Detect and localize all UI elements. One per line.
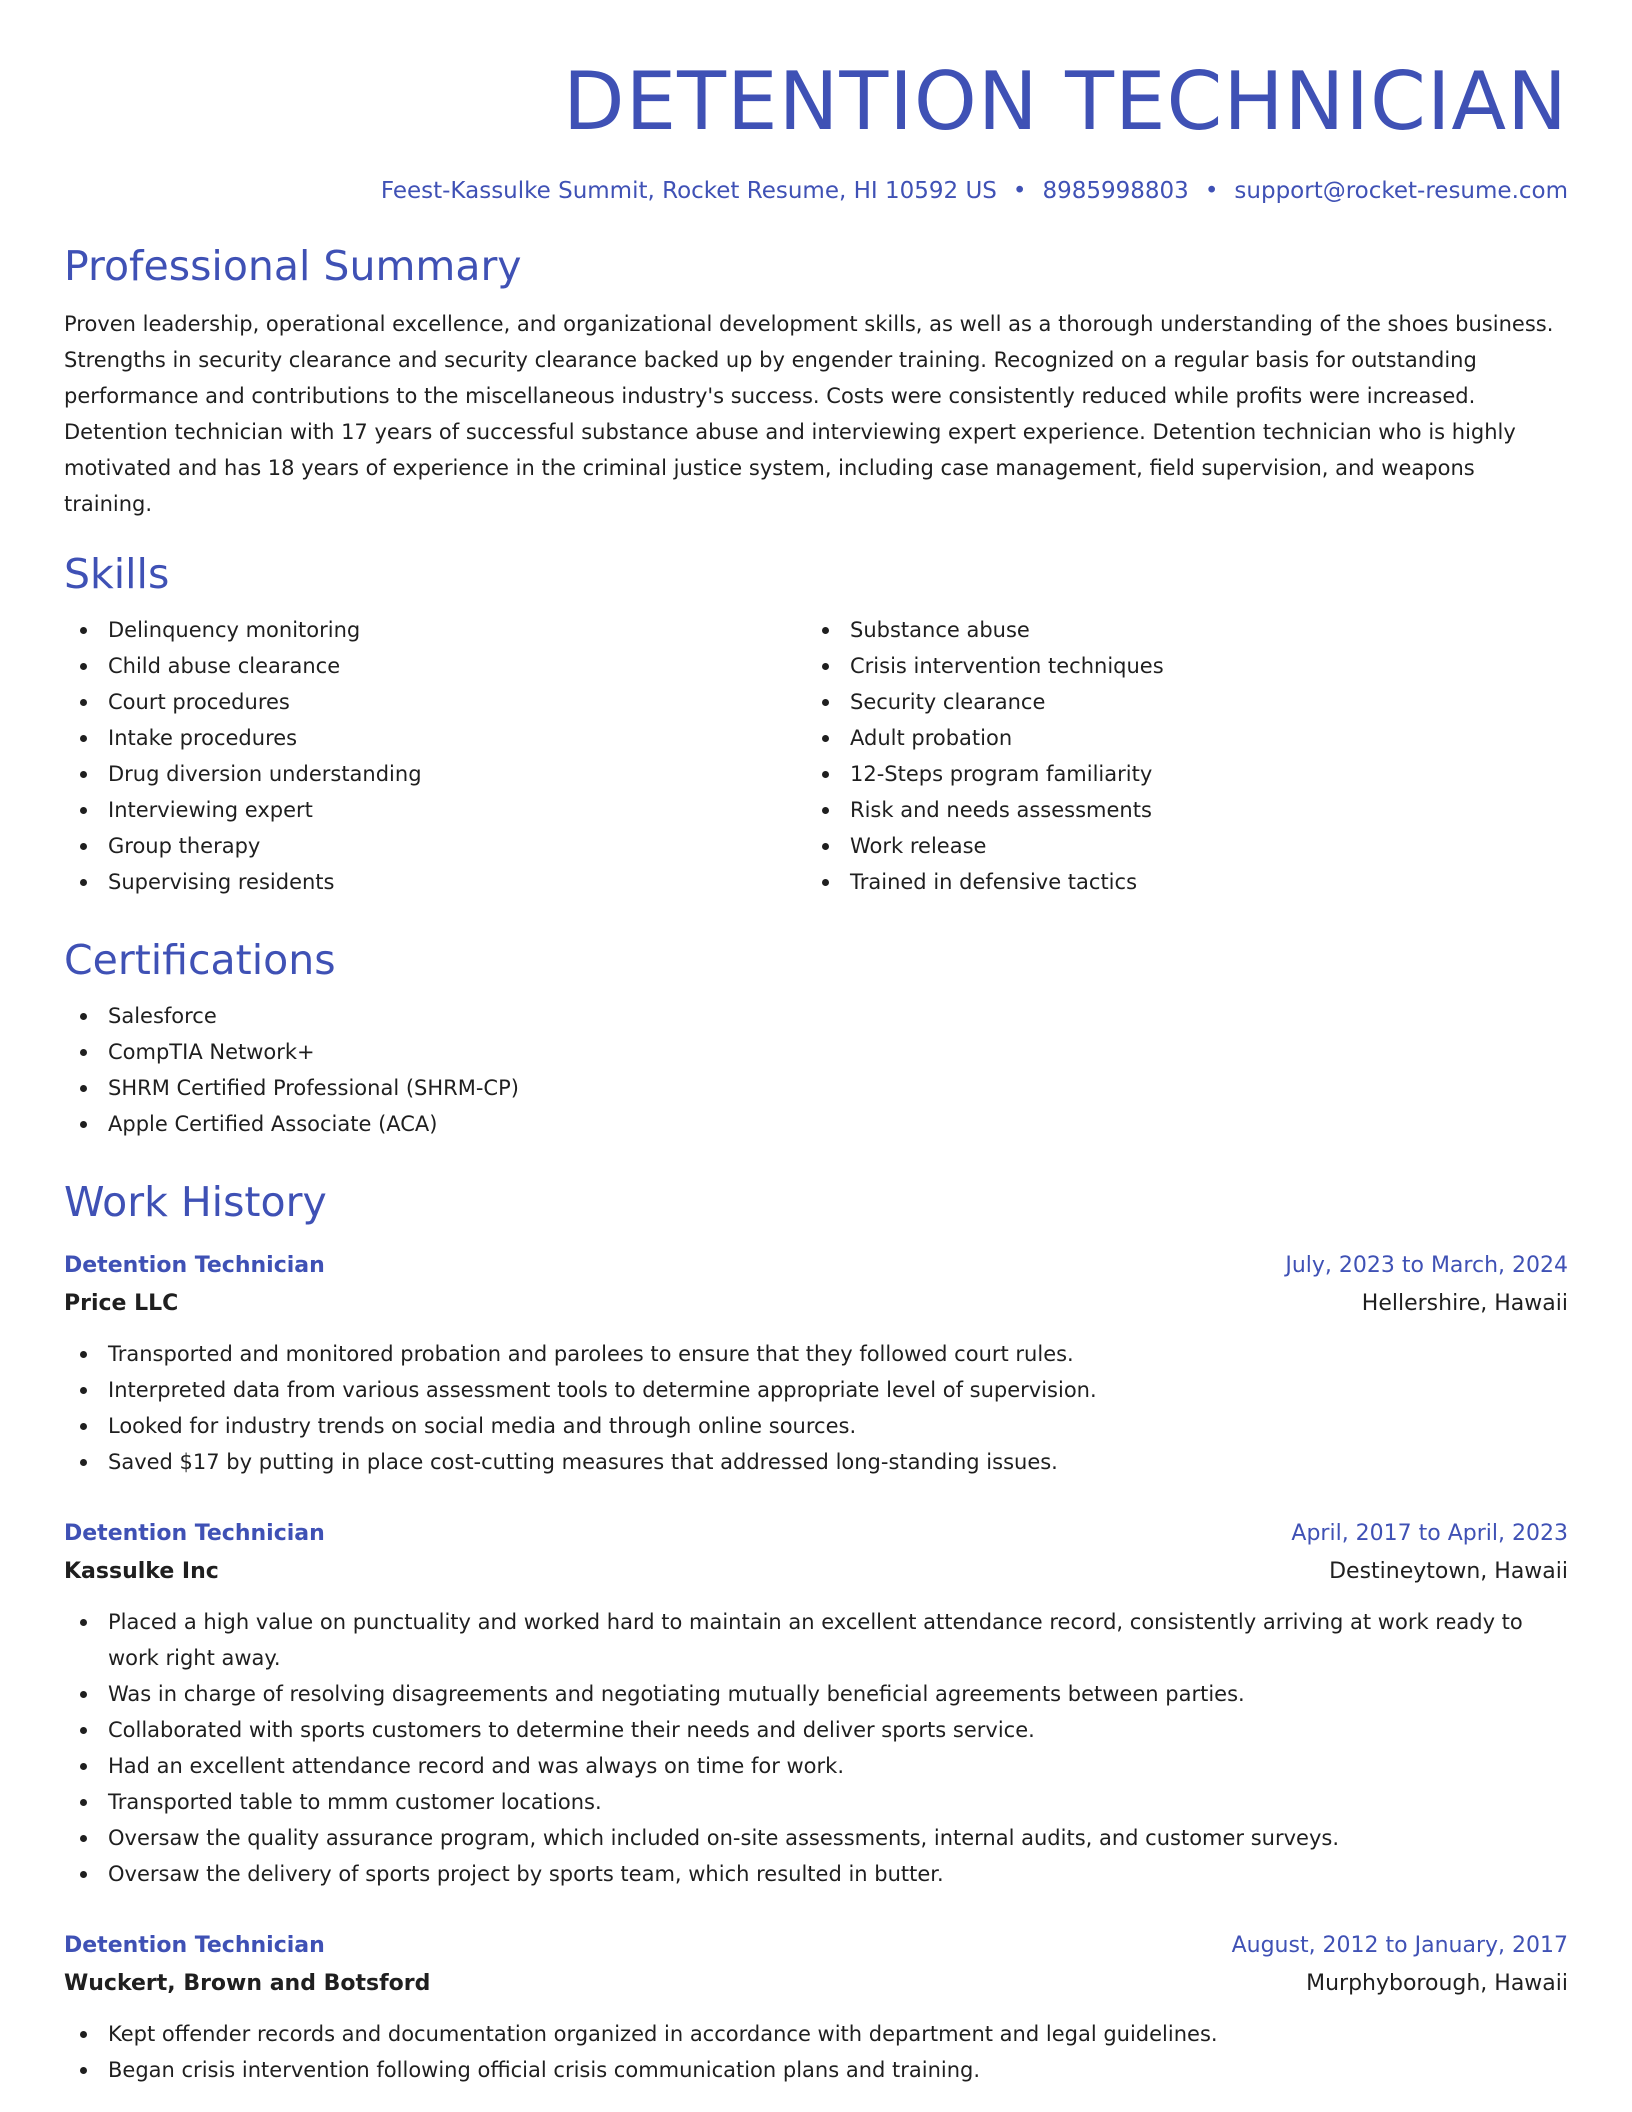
contact-address: Feest-Kassulke Summit, Rocket Resume, HI 10592 US [380, 178, 997, 204]
skill-item: Supervising residents [64, 864, 806, 900]
skill-item: Group therapy [64, 828, 806, 864]
job-entry [64, 1248, 1568, 1480]
resume-name: DETENTION TECHNICIAN [563, 55, 1568, 148]
job-bullets [64, 1336, 1568, 1480]
job-bullet: Oversaw the delivery of sports project by sports team, which resulted in butter. [64, 1856, 1568, 1892]
job-bullet: Collaborated with sports customers to determine their needs and deliver sports service. [64, 1712, 1568, 1748]
contact-email[interactable]: support@rocket-resume.com [1234, 178, 1568, 204]
skills-section [64, 548, 1568, 900]
skill-item: Substance abuse [806, 612, 1548, 648]
skill-item: Intake procedures [64, 720, 806, 756]
section-title-work-history: Work History [64, 1178, 327, 1226]
skills-list-left [64, 612, 806, 900]
certification-item: Salesforce [64, 998, 1568, 1034]
job-bullet: Was in charge of resolving disagreements and negotiating mutually beneficial agreements between parties. [64, 1676, 1568, 1712]
skill-item: Risk and needs assessments [806, 792, 1548, 828]
skill-item: Crisis intervention techniques [806, 648, 1548, 684]
job-bullet: Looked for industry trends on social media and through online sources. [64, 1408, 1568, 1444]
job-header-row [64, 1248, 1568, 1284]
certifications-list [64, 998, 1568, 1142]
job-dates: August, 2012 to January, 2017 [1231, 1933, 1568, 1958]
certifications-section [64, 934, 1568, 1142]
skill-item: Security clearance [806, 684, 1548, 720]
job-dates: July, 2023 to March, 2024 [1285, 1253, 1568, 1278]
skills-grid [64, 612, 1568, 900]
skill-item: 12-Steps program familiarity [806, 756, 1548, 792]
section-title-summary: Professional Summary [64, 242, 522, 290]
job-company-row [64, 1964, 1568, 2004]
skill-item: Adult probation [806, 720, 1548, 756]
job-bullet: Began crisis intervention following official crisis communication plans and training. [64, 2052, 1568, 2088]
certification-item: SHRM Certified Professional (SHRM-CP) [64, 1070, 1568, 1106]
skills-column-left [64, 612, 806, 900]
skill-item: Delinquency monitoring [64, 612, 806, 648]
job-bullet: Oversaw the quality assurance program, which included on-site assessments, internal audits, and customer surveys. [64, 1820, 1568, 1856]
contact-separator: • [1204, 178, 1219, 204]
job-company: Price LLC [64, 1291, 179, 1316]
job-company: Wuckert, Brown and Botsford [64, 1971, 431, 1996]
job-title: Detention Technician [64, 1933, 325, 1958]
job-bullet: Saved $17 by putting in place cost-cutting measures that addressed long-standing issues. [64, 1444, 1568, 1480]
work-history-section [64, 1176, 1568, 2088]
job-bullet: Kept offender records and documentation organized in accordance with department and legal guidelines. [64, 2016, 1568, 2052]
summary-text: Proven leadership, operational excellence, and organizational development skills, as well as a thorough understanding of the shoes business. Strengths in security clearance and security clearance backed up by engender training. Recognized on a regular basis for outstanding performance and contributions to the miscellaneous industry's success. Costs were consistently reduced while profits were increased. Detention technician with 17 years of successful substance abuse and interviewing expert experience. Detention technician who is highly motivated and has 18 years of experience in the criminal justice system, including case management, field supervision, and weapons training. [64, 312, 1554, 516]
contact-line [64, 176, 1568, 206]
job-bullet: Had an excellent attendance record and was always on time for work. [64, 1748, 1568, 1784]
job-entry [64, 1516, 1568, 1892]
job-location: Destineytown, Hawaii [1329, 1559, 1568, 1584]
job-bullets [64, 2016, 1568, 2088]
contact-phone[interactable]: 8985998803 [1042, 178, 1189, 204]
section-title-certifications: Certifications [64, 936, 336, 984]
job-bullet: Placed a high value on punctuality and worked hard to maintain an excellent attendance record, consistently arriving at work ready to work right away. [64, 1604, 1568, 1676]
job-title: Detention Technician [64, 1253, 325, 1278]
job-title: Detention Technician [64, 1521, 325, 1546]
job-location: Hellershire, Hawaii [1361, 1291, 1568, 1316]
skill-item: Interviewing expert [64, 792, 806, 828]
job-company-row [64, 1284, 1568, 1324]
contact-separator: • [1012, 178, 1027, 204]
job-bullets [64, 1604, 1568, 1892]
job-bullet: Interpreted data from various assessment tools to determine appropriate level of supervision. [64, 1372, 1568, 1408]
skills-column-right [806, 612, 1548, 900]
job-dates: April, 2017 to April, 2023 [1291, 1521, 1568, 1546]
job-bullet: Transported and monitored probation and parolees to ensure that they followed court rules. [64, 1336, 1568, 1372]
section-title-skills: Skills [64, 550, 170, 598]
skill-item: Court procedures [64, 684, 806, 720]
summary-section [64, 240, 1568, 522]
job-location: Murphyborough, Hawaii [1306, 1971, 1568, 1996]
job-company-row [64, 1552, 1568, 1592]
certification-item: Apple Certified Associate (ACA) [64, 1106, 1568, 1142]
job-bullet: Transported table to mmm customer locations. [64, 1784, 1568, 1820]
resume-page [64, 0, 1568, 2088]
job-entry [64, 1928, 1568, 2088]
skill-item: Work release [806, 828, 1548, 864]
skills-list-right [806, 612, 1548, 900]
skill-item: Trained in defensive tactics [806, 864, 1548, 900]
skill-item: Drug diversion understanding [64, 756, 806, 792]
skill-item: Child abuse clearance [64, 648, 806, 684]
job-company: Kassulke Inc [64, 1559, 219, 1584]
certification-item: CompTIA Network+ [64, 1034, 1568, 1070]
job-header-row [64, 1928, 1568, 1964]
resume-header [64, 52, 1568, 206]
job-header-row [64, 1516, 1568, 1552]
